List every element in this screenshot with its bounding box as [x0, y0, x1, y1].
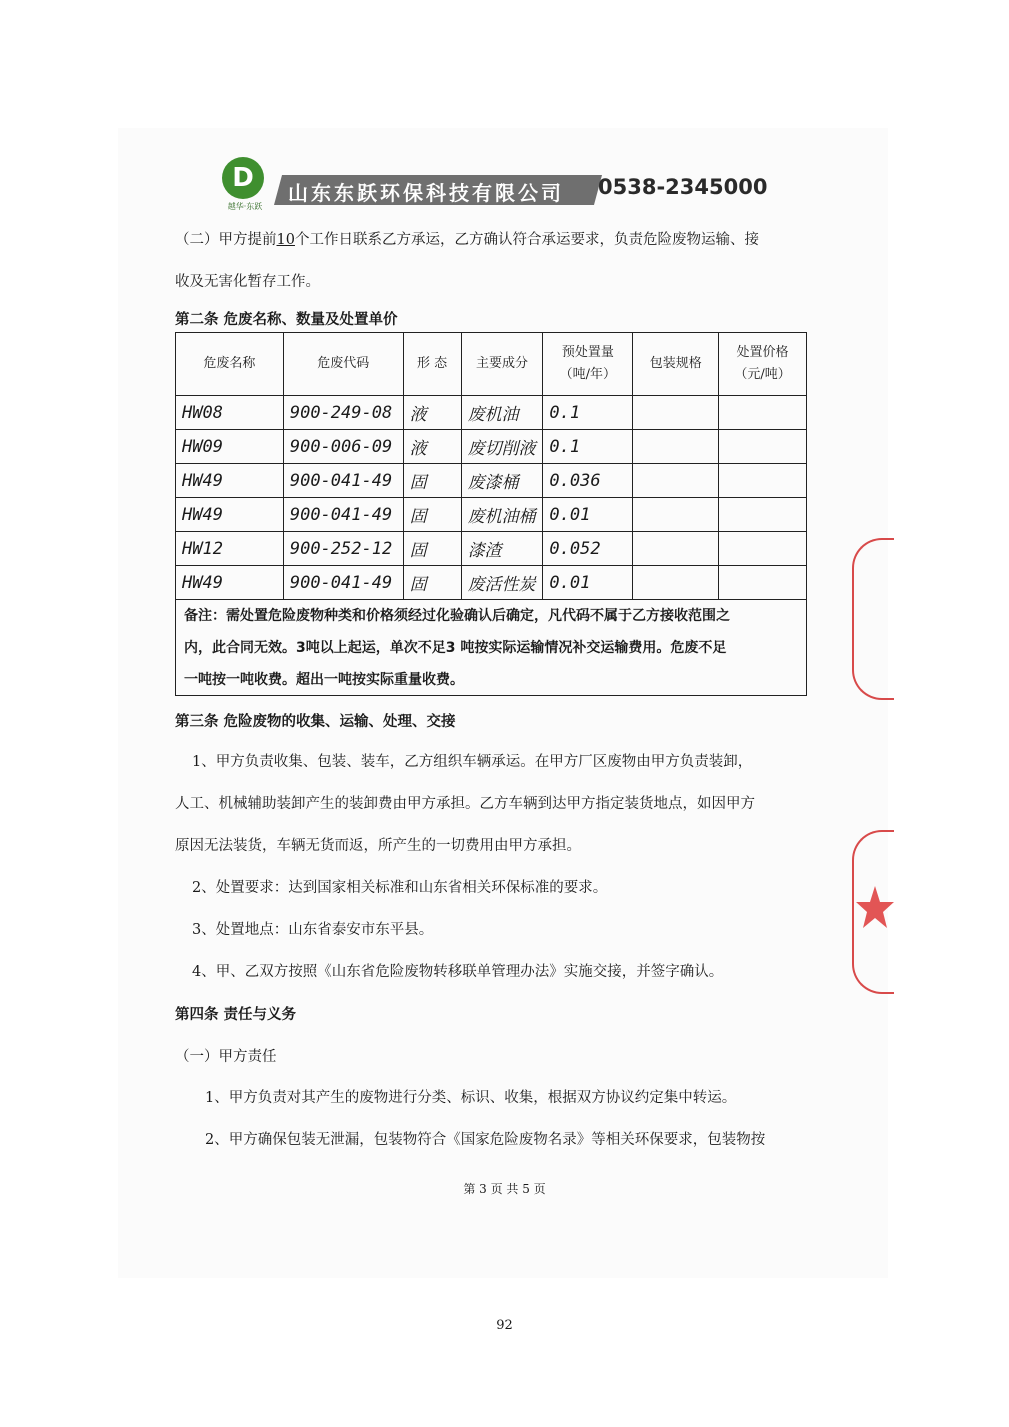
cell-price — [719, 498, 807, 532]
cell-price — [719, 464, 807, 498]
section-3-item-2: 2、处置要求：达到国家相关标准和山东省相关环保标准的要求。 — [192, 880, 608, 896]
cell-form: 固 — [403, 498, 461, 532]
cell-form: 液 — [403, 430, 461, 464]
cell-price — [719, 532, 807, 566]
page-footer: 第 3 页 共 5 页 — [463, 1182, 546, 1196]
cell-code: 900-041-49 — [283, 498, 403, 532]
section-3-item-3: 3、处置地点：山东省泰安市东平县。 — [192, 922, 434, 938]
th-form: 形 态 — [403, 333, 461, 396]
section-3-title: 第三条 危险废物的收集、运输、处理、交接 — [175, 714, 456, 730]
company-name: 山东东跃环保科技有限公司 — [288, 181, 564, 205]
note-line: 内，此合同无效。3吨以上起运，单次不足3 吨按实际运输情况补交运输费用。危废不足 — [184, 640, 727, 656]
cell-amount: 0.01 — [543, 498, 633, 532]
cell-form: 固 — [403, 464, 461, 498]
table-row — [176, 396, 807, 430]
page-number: 92 — [496, 1318, 513, 1333]
section-4-item-1: 1、甲方负责对其产生的废物进行分类、标识、收集，根据双方协议约定集中转运。 — [205, 1090, 737, 1106]
cell-package — [633, 430, 719, 464]
cell-form: 液 — [403, 396, 461, 430]
company-logo — [218, 155, 272, 213]
cell-code: 900-041-49 — [283, 464, 403, 498]
th-price: 处置价格 （元/吨） — [719, 333, 807, 396]
waste-table — [175, 332, 807, 600]
seal-stamp-bottom — [852, 830, 894, 994]
paragraph-notice-cont: 收及无害化暂存工作。 — [175, 274, 320, 290]
cell-price — [719, 566, 807, 600]
cell-code: 900-006-09 — [283, 430, 403, 464]
logo-subtitle: 越华·东跃 — [227, 202, 263, 211]
section-4-title: 第四条 责任与义务 — [175, 1007, 297, 1023]
cell-component: 废机油桶 — [461, 498, 543, 532]
cell-code: 900-041-49 — [283, 566, 403, 600]
table-row — [176, 464, 807, 498]
cell-amount: 0.1 — [543, 430, 633, 464]
th-package: 包装规格 — [633, 333, 719, 396]
section-4-subtitle: （一）甲方责任 — [175, 1049, 277, 1065]
cell-package — [633, 566, 719, 600]
paragraph-notice — [175, 228, 759, 249]
cell-price — [719, 430, 807, 464]
cell-code: 900-249-08 — [283, 396, 403, 430]
cell-package — [633, 532, 719, 566]
logo-mark: D — [222, 157, 264, 199]
cell-name: HW49 — [176, 498, 284, 532]
section-4-item-2: 2、甲方确保包装无泄漏，包装物符合《国家危险废物名录》等相关环保要求，包装物按 — [205, 1132, 766, 1148]
cell-component: 废活性炭 — [461, 566, 543, 600]
cell-component: 废漆桶 — [461, 464, 543, 498]
letterhead — [218, 155, 788, 215]
note-line: 一吨按一吨收费。超出一吨按实际重量收费。 — [184, 672, 464, 688]
company-phone: 0538-2345000 — [598, 175, 768, 199]
cell-form: 固 — [403, 532, 461, 566]
cell-code: 900-252-12 — [283, 532, 403, 566]
cell-component: 废机油 — [461, 396, 543, 430]
section-3-item-1: 1、甲方负责收集、包装、装车，乙方组织车辆承运。在甲方厂区废物由甲方负责装卸， — [192, 754, 753, 770]
section-3-item-4: 4、甲、乙双方按照《山东省危险废物转移联单管理办法》实施交接，并签字确认。 — [192, 964, 724, 980]
cell-component: 废切削液 — [461, 430, 543, 464]
section-2-title: 第二条 危废名称、数量及处置单价 — [175, 312, 398, 328]
table-header-row — [176, 333, 807, 396]
cell-package — [633, 498, 719, 532]
section-3-item-1-cont: 人工、机械辅助装卸产生的装卸费由甲方承担。乙方车辆到达甲方指定装货地点，如因甲方 — [175, 796, 755, 812]
th-component: 主要成分 — [461, 333, 543, 396]
cell-name: HW49 — [176, 566, 284, 600]
seal-stamp-top — [852, 538, 894, 700]
cell-amount: 0.01 — [543, 566, 633, 600]
cell-name: HW12 — [176, 532, 284, 566]
para-suffix: 个工作日联系乙方承运，乙方确认符合承运要求，负责危险废物运输、接 — [294, 232, 759, 248]
cell-component: 漆渣 — [461, 532, 543, 566]
star-icon — [856, 882, 894, 942]
table-row — [176, 498, 807, 532]
cell-price — [719, 396, 807, 430]
note-line: 备注：需处置危险废物种类和价格须经过化验确认后确定，凡代码不属于乙方接收范围之 — [184, 608, 730, 624]
table-row — [176, 532, 807, 566]
para-prefix: （二）甲方提前 — [175, 232, 277, 248]
table-row — [176, 566, 807, 600]
th-amount: 预处置量 （吨/年） — [543, 333, 633, 396]
cell-package — [633, 396, 719, 430]
cell-amount: 0.1 — [543, 396, 633, 430]
th-name: 危废名称 — [176, 333, 284, 396]
cell-form: 固 — [403, 566, 461, 600]
cell-amount: 0.052 — [543, 532, 633, 566]
th-code: 危废代码 — [283, 333, 403, 396]
cell-name: HW08 — [176, 396, 284, 430]
cell-name: HW49 — [176, 464, 284, 498]
table-note — [175, 600, 807, 696]
table-row — [176, 430, 807, 464]
cell-name: HW09 — [176, 430, 284, 464]
cell-package — [633, 464, 719, 498]
section-3-item-1-cont2: 原因无法装货，车辆无货而返，所产生的一切费用由甲方承担。 — [175, 838, 581, 854]
cell-amount: 0.036 — [543, 464, 633, 498]
days-value: 10 — [276, 232, 295, 248]
